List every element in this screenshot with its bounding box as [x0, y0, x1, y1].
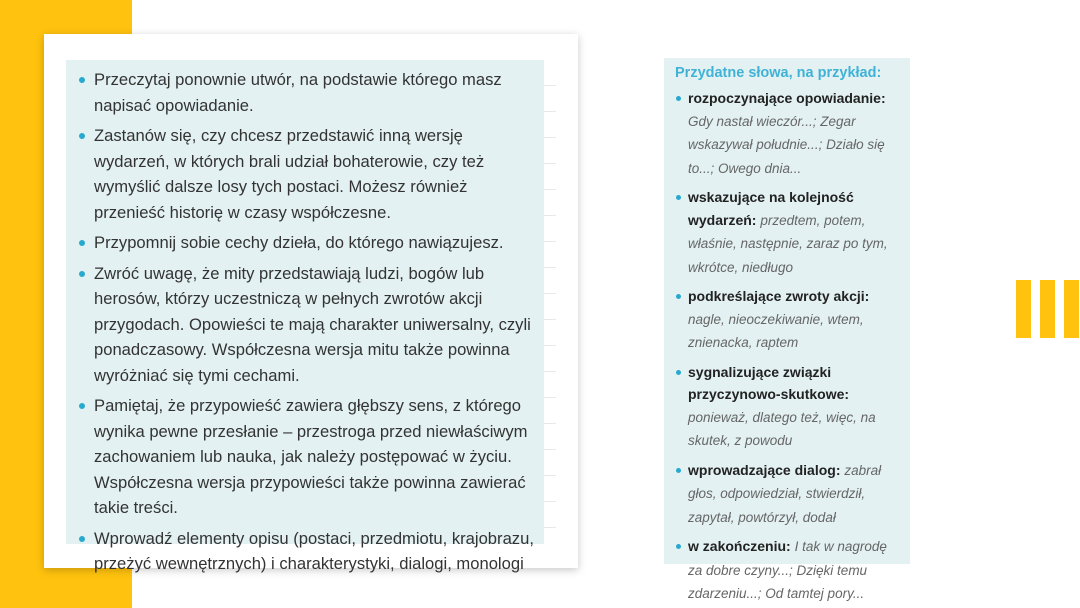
instruction-item: Pamiętaj, że przypowieść zawiera głębszy sens, z którego wynika pewne przesłanie – przestroga przed niewłaściwym zachowaniem lub nauka, jak należy postępować w życiu. Współczesna wersja przypowieści także powinna zawierać takie treści. — [66, 393, 544, 521]
word-group — [664, 186, 910, 279]
word-group-examples: I tak w nagrodę za dobre czyny...; Dzięki temu zdarzeniu...; Od tamtej pory... — [688, 539, 887, 601]
decor-bar — [1040, 280, 1055, 338]
word-group-lead: sygnalizujące związki przyczynowo-skutkowe: — [688, 363, 850, 402]
ruled-lines — [544, 60, 556, 544]
word-group-lead: rozpoczynające opowiadanie: — [688, 90, 886, 106]
word-group-examples: zabrał głos, odpowiedział, stwierdził, zapytał, powtórzył, dodał — [688, 462, 882, 525]
instructions-card — [44, 34, 578, 573]
instruction-item: Przeczytaj ponownie utwór, na podstawie którego masz napisać opowiadanie. — [66, 67, 544, 118]
instructions-panel — [66, 60, 544, 573]
word-group-examples: Gdy nastał wieczór...; Zegar wskazywał południe...; Działo się to...; Owego dnia... — [688, 113, 885, 176]
word-group-lead: wskazujące na kolejność wydarzeń: — [688, 189, 854, 228]
instruction-item: Zwróć uwagę, że mity przedstawiają ludzi, bogów lub herosów, którzy uczestniczą w pełnych zwrotów akcji przygodach. Opowieści te mają charakter uniwersalny, czyli ponadczasowy. Współczesna wersja mitu także powinna wyróżniać się tymi cechami. — [66, 261, 544, 389]
decor-bar — [1064, 280, 1079, 338]
word-group — [664, 285, 910, 355]
word-group-lead: podkreślające zwroty akcji: — [688, 288, 870, 304]
word-group — [664, 361, 910, 453]
instruction-item: Przypomnij sobie cechy dzieła, do którego nawiązujesz. — [66, 230, 544, 256]
instructions-list — [66, 60, 544, 577]
instruction-item: Wprowadź elementy opisu (postaci, przedmiotu, krajobrazu, przeżyć wewnętrznych) i charakterystyki, dialogi, monologi — [66, 526, 544, 577]
word-group — [664, 459, 910, 530]
word-group — [664, 87, 910, 180]
word-group-examples: nagle, nieoczekiwanie, wtem, znienacka, raptem — [688, 311, 864, 350]
useful-words-panel — [664, 58, 910, 601]
word-group-lead: w zakończeniu: — [688, 538, 791, 554]
decor-bar — [1016, 280, 1031, 338]
word-group-examples: przedtem, potem, właśnie, następnie, zaraz po tym, wkrótce, niedługo — [688, 212, 888, 275]
word-group-examples: ponieważ, dlatego też, więc, na skutek, z powodu — [688, 409, 876, 448]
word-group-lead: wprowadzające dialog: — [688, 461, 841, 478]
useful-words-title: Przydatne słowa, na przykład: — [675, 65, 882, 81]
instruction-item: Zastanów się, czy chcesz przedstawić inną wersję wydarzeń, w których brali udział bohaterowie, czy też wymyślić dalsze losy tych postaci. Możesz również przenieść historię w czasy współczesne. — [66, 123, 544, 225]
word-group — [664, 535, 910, 606]
useful-words-list — [664, 87, 910, 606]
